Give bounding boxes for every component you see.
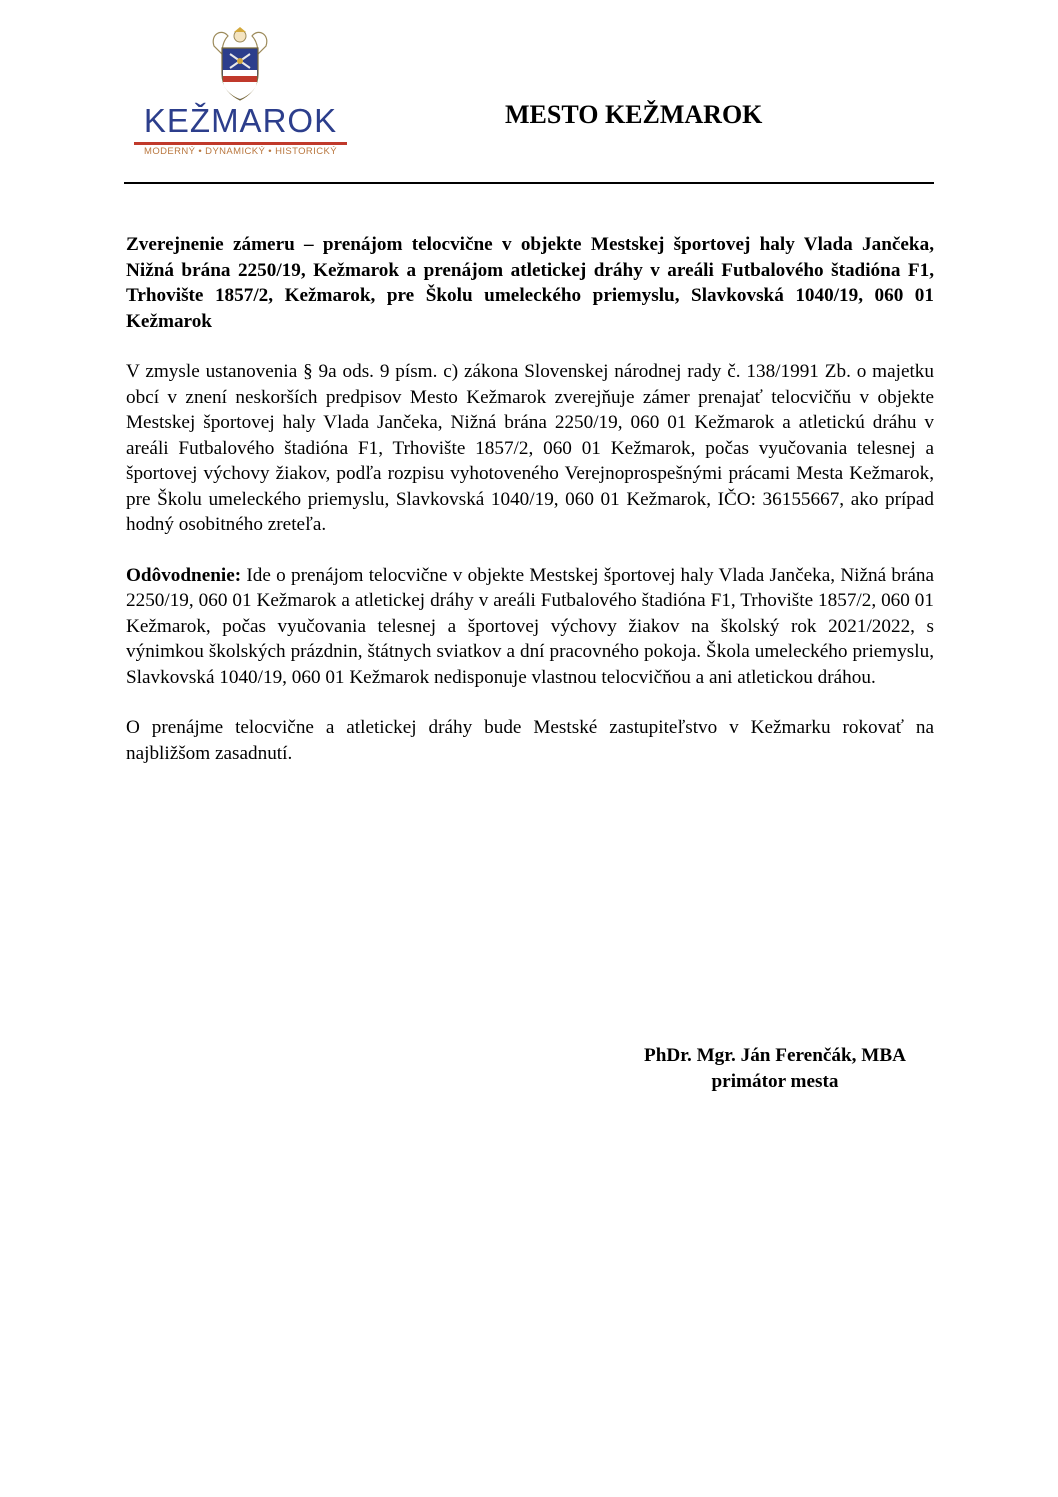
logo-divider [134, 142, 347, 145]
city-logo [128, 26, 353, 161]
paragraph-intent: V zmysle ustanovenia § 9a ods. 9 písm. c) zákona Slovenskej národnej rady č. 138/1991 Zb. o majetku obcí v znení neskorších predpisov Mesto Kežmarok zverejňuje zámer prenajať telocvičňu v objekte Mestskej športovej haly Vlada Jančeka, Nižná brána 2250/19, 060 01 Kežmarok a atletickú dráhu v areáli Futbalového štadióna F1, Trhovište 1857/2, 060 01 Kežmarok, počas vyučovania telesnej a športovej výchovy žiakov, podľa rozpisu vyhotoveného Verejnoprospešnými prácami Mesta Kežmarok, pre Školu umeleckého priemyslu, Slavkovská 1040/19, 060 01 Kežmarok, IČO: 36155667, ako prípad hodný osobitného zreteľa. [126, 361, 934, 535]
header-divider [124, 182, 934, 184]
paragraph-reason [126, 563, 934, 691]
paragraph-council: O prenájme telocvične a atletickej dráhy bude Mestské zastupiteľstvo v Kežmarku rokovať na najbližšom zasadnutí. [126, 717, 934, 764]
coat-of-arms-icon [208, 26, 272, 102]
signatory-title: primátor mesta [711, 1071, 839, 1092]
logo-tagline: MODERNÝ • DYNAMICKÝ • HISTORICKÝ [144, 146, 337, 157]
signatory-name: PhDr. Mgr. Ján Ferenčák, MBA [643, 1045, 907, 1066]
reason-label: Odôvodnenie: [126, 564, 242, 586]
page-title: MESTO KEŽMAROK [505, 100, 763, 129]
reason-text: Ide o prenájom telocvične v objekte Mestskej športovej haly Vlada Jančeka, Nižná brána 2250/19, 060 01 Kežmarok a atletickej dráhy v areáli Futbalového štadióna F1, Trhovište 1857/2, 060 01 Kežmarok, počas vyučovania telesnej a športovej výchovy žiakov na školský rok 2021/2022, s výnimkou školských prázdnin, štátnych sviatkov a dní pracovného pokoja. Škola umeleckého priemyslu, Slavkovská 1040/19, 060 01 Kežmarok nedisponuje vlastnou telocvičňou a ani atletickou dráhou. [126, 564, 934, 688]
document-subject: Zverejnenie zámeru – prenájom telocvične v objekte Mestskej športovej haly Vlada Jančeka, Nižná brána 2250/19, Kežmarok a prenájom atletickej dráhy v areáli Futbalového štadióna F1, Trhovište 1857/2, Kežmarok, pre Školu umeleckého priemyslu, Slavkovská 1040/19, 060 01 Kežmarok [126, 234, 934, 332]
signature-block [600, 1043, 950, 1095]
logo-wordmark: KEŽMAROK [143, 102, 338, 139]
document-body [126, 232, 934, 791]
